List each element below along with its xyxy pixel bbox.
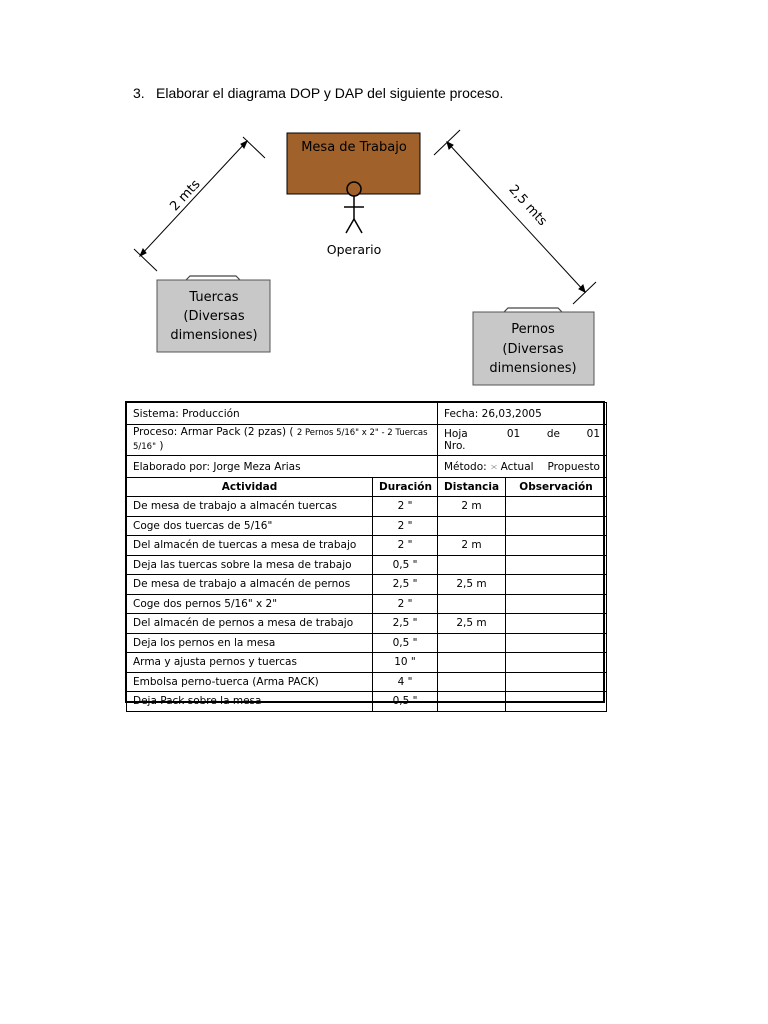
pernos-label-line1: Pernos (511, 322, 555, 337)
cell-distancia (438, 692, 506, 712)
hoja-total: 01 (586, 428, 601, 440)
cell-actividad: Deja las tuercas sobre la mesa de trabajo (127, 555, 373, 575)
cell-actividad: Embolsa perno-tuerca (Arma PACK) (127, 672, 373, 692)
table-row (127, 653, 607, 673)
table-row (127, 575, 607, 595)
cell-duracion: 4 " (373, 672, 438, 692)
col-actividad: Actividad (127, 478, 373, 497)
col-duracion: Duración (373, 478, 438, 497)
cell-observacion (506, 594, 607, 614)
cell-duracion: 2 " (373, 536, 438, 556)
cell-duracion: 10 " (373, 653, 438, 673)
cell-distancia: 2 m (438, 497, 506, 517)
hoja-number: 01 (506, 428, 521, 440)
cell-observacion (506, 692, 607, 712)
process-table (126, 402, 607, 712)
metodo-actual: Actual (500, 460, 534, 473)
metodo-cell (438, 456, 607, 478)
proceso-close: ) (159, 440, 164, 452)
hoja-cell (438, 425, 607, 456)
cell-actividad: De mesa de trabajo a almacén de pernos (127, 575, 373, 595)
table-row (127, 672, 607, 692)
pernos-label-line2: (Diversas (502, 342, 564, 357)
col-observacion: Observación (506, 478, 607, 497)
cell-duracion: 2 " (373, 516, 438, 536)
layout-diagram (0, 0, 768, 400)
cell-actividad: Del almacén de pernos a mesa de trabajo (127, 614, 373, 634)
cell-observacion (506, 497, 607, 517)
cell-actividad: Coge dos tuercas de 5/16" (127, 516, 373, 536)
cell-observacion (506, 536, 607, 556)
cell-distancia (438, 594, 506, 614)
hoja-label: Hoja Nro. (444, 428, 468, 452)
column-header-row (127, 478, 607, 497)
table-row (127, 633, 607, 653)
table-row (127, 516, 607, 536)
elaborado-cell: Elaborado por: Jorge Meza Arias (127, 456, 438, 478)
cell-actividad: Deja los pernos en la mesa (127, 633, 373, 653)
dist-left-label: 2 mts (167, 176, 204, 215)
left-dimension (134, 137, 265, 271)
question-number: 3. (133, 85, 145, 101)
cell-duracion: 2 " (373, 594, 438, 614)
cell-observacion (506, 575, 607, 595)
proceso-cell (127, 425, 438, 456)
cell-actividad: Arma y ajusta pernos y tuercas (127, 653, 373, 673)
table-row (127, 497, 607, 517)
cell-distancia: 2,5 m (438, 575, 506, 595)
cell-actividad: De mesa de trabajo a almacén tuercas (127, 497, 373, 517)
tuercas-label-line1: Tuercas (189, 290, 239, 305)
cell-duracion: 0,5 " (373, 555, 438, 575)
right-dimension (434, 130, 596, 304)
pernos-handle (504, 308, 562, 312)
question-text: Elaborar el diagrama DOP y DAP del siguiente proceso. (156, 85, 504, 101)
cell-distancia (438, 653, 506, 673)
hoja-de: de (546, 428, 560, 440)
cell-actividad: Deja Pack sobre la mesa (127, 692, 373, 712)
cell-observacion (506, 672, 607, 692)
cell-observacion (506, 614, 607, 634)
tuercas-handle (186, 276, 240, 280)
metodo-propuesto: Propuesto (547, 460, 600, 473)
table-row (127, 536, 607, 556)
cell-distancia: 2 m (438, 536, 506, 556)
col-distancia: Distancia (438, 478, 506, 497)
cell-observacion (506, 633, 607, 653)
cell-distancia (438, 672, 506, 692)
cell-duracion: 2,5 " (373, 575, 438, 595)
proceso-main: Proceso: Armar Pack (2 pzas) ( (133, 426, 294, 438)
dist-right-label: 2,5 mts (505, 182, 550, 230)
metodo-label: Método: (444, 460, 487, 473)
operario-label: Operario (326, 242, 382, 257)
checked-x-icon (491, 460, 497, 474)
cell-actividad: Coge dos pernos 5/16" x 2" (127, 594, 373, 614)
cell-duracion: 0,5 " (373, 692, 438, 712)
cell-observacion (506, 516, 607, 536)
table-row (127, 555, 607, 575)
pernos-label-line3: dimensiones) (489, 361, 577, 376)
mesa-label: Mesa de Trabajo (301, 140, 407, 155)
cell-duracion: 2,5 " (373, 614, 438, 634)
cell-duracion: 2 " (373, 497, 438, 517)
cell-duracion: 0,5 " (373, 633, 438, 653)
proceso-detail: 2 Pernos 5/16" x 2" - 2 Tuercas 5/16" (133, 428, 428, 452)
cell-distancia: 2,5 m (438, 614, 506, 634)
tuercas-label-line3: dimensiones) (170, 328, 258, 343)
table-row (127, 594, 607, 614)
cell-observacion (506, 653, 607, 673)
cell-distancia (438, 633, 506, 653)
table-row (127, 614, 607, 634)
operario-figure (344, 182, 364, 233)
cell-observacion (506, 555, 607, 575)
cell-distancia (438, 555, 506, 575)
cell-distancia (438, 516, 506, 536)
tuercas-label-line2: (Diversas (183, 309, 245, 324)
sistema-cell: Sistema: Producción (127, 403, 438, 425)
cell-actividad: Del almacén de tuercas a mesa de trabajo (127, 536, 373, 556)
fecha-cell: Fecha: 26,03,2005 (438, 403, 607, 425)
table-row (127, 692, 607, 712)
